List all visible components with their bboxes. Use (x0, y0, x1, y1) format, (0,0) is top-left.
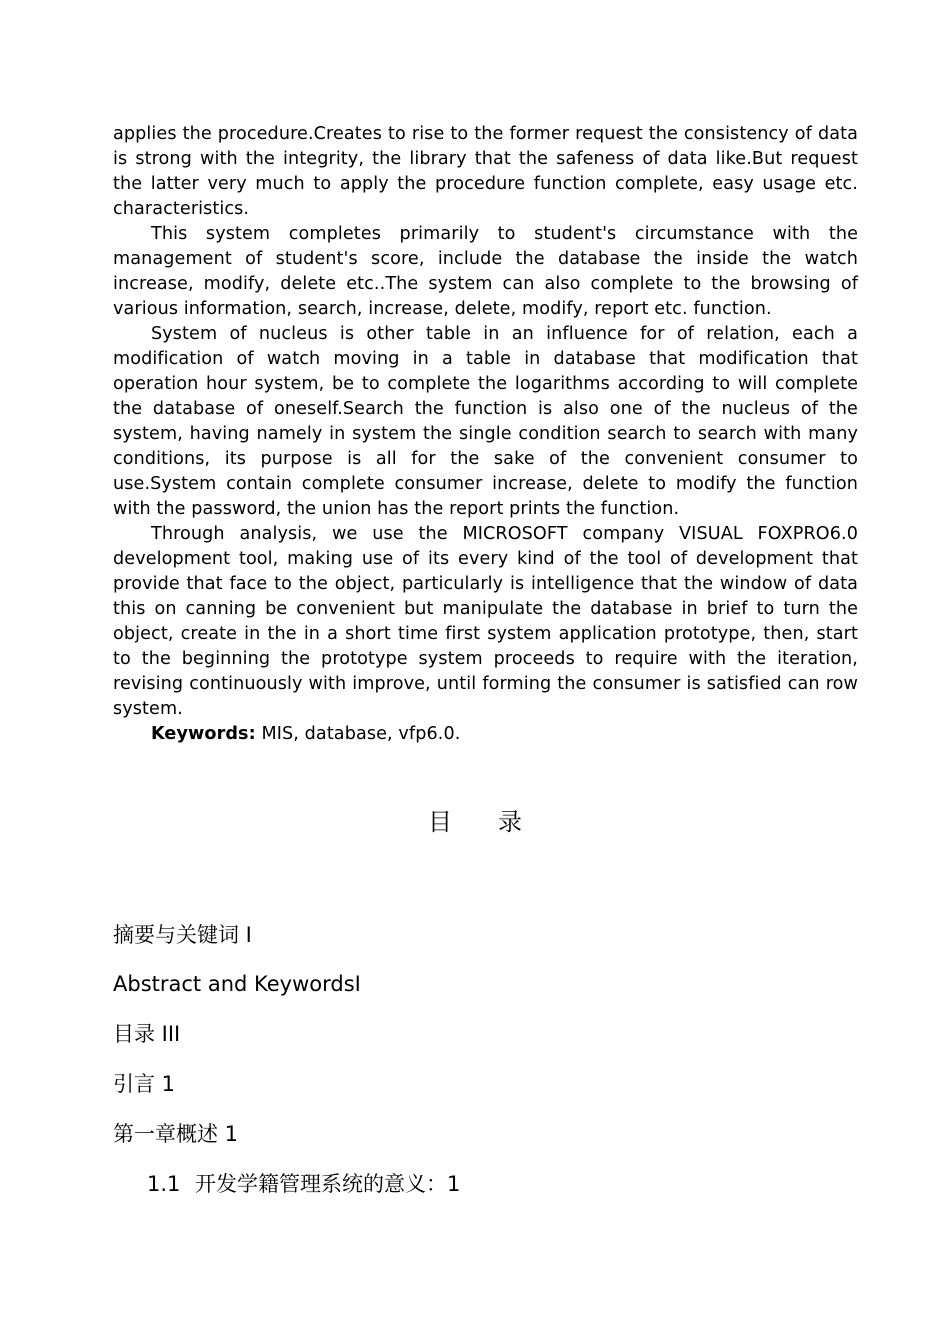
toc-title (0, 804, 950, 840)
toc-section-number: 1.1 (147, 1172, 181, 1196)
abstract-paragraph-3: System of nucleus is other table in an influence for of relation, each a modification of watch moving in a table in database that modification that operation hour system, be to complete the logarithms according to will complete the database of oneself.Search the function is also one of the nucleus of the system, having namely in system the single condition search to search with many conditions, its purpose is all for the sake of the convenient consumer to use.System contain complete consumer increase, delete to modify the function with the password, the union has the report prints the function. (113, 324, 858, 519)
keywords-label: Keywords: (151, 724, 256, 744)
toc-title-char-1: 目 (428, 808, 452, 836)
abstract-paragraph-2: This system completes primarily to student's circumstance with the management of student's score, include the database the inside the watch increase, modify, delete etc..The system can also complete to the browsing of various information, search, increase, delete, modify, report etc. function. (113, 224, 858, 319)
toc-entry-introduction[interactable]: 引言 1 (113, 1072, 176, 1096)
toc-section-text: 开发学籍管理系统的意义：1 (195, 1172, 461, 1196)
toc-entry-contents[interactable]: 目录 III (113, 1022, 181, 1046)
keywords-value: MIS, database, vfp6.0. (255, 724, 461, 744)
keywords-line (113, 722, 858, 747)
abstract-paragraph-4: Through analysis, we use the MICROSOFT company VISUAL FOXPRO6.0 development tool, making use of its every kind of the tool of development that provide that face to the object, particularly is intelligence that the window of data this on canning be convenient but manipulate the database in brief to turn the object, create in the in a short time first system application prototype, then, start to the beginning the prototype system proceeds to require with the iteration, revising continuously with improve, until forming the consumer is satisfied can row system. (113, 524, 858, 719)
toc-entry-section-1-1[interactable] (147, 1169, 460, 1199)
abstract-paragraph-1: applies the procedure.Creates to rise to the former request the consistency of data is strong with the integrity, the library that the safeness of data like.But request the latter very much to apply the procedure function complete, easy usage etc. characteristics. (113, 124, 858, 219)
toc-entry-abstract-cn[interactable]: 摘要与关键词 I (113, 923, 252, 947)
toc-entry-abstract-en[interactable]: Abstract and KeywordsI (113, 972, 361, 996)
abstract-body (113, 122, 858, 747)
toc-title-char-2: 录 (498, 808, 522, 836)
toc-entry-chapter-1[interactable]: 第一章概述 1 (113, 1122, 239, 1146)
